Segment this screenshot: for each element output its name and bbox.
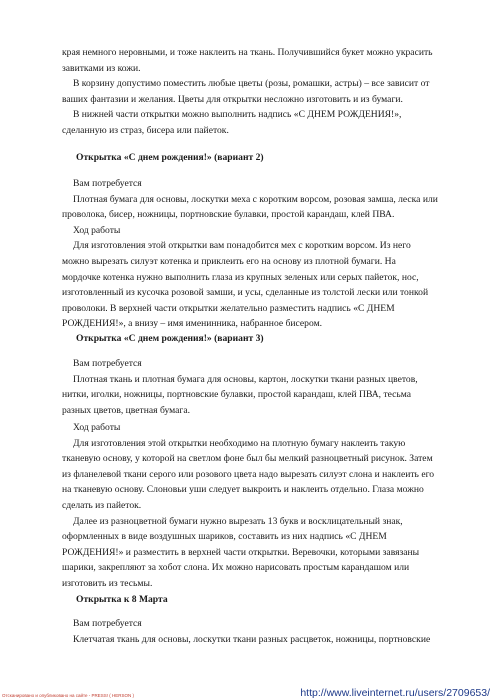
text-line: РОЖДЕНИЯ!», а внизу – имя именинника, набранное бисером. [62,318,323,330]
text-line: можно вырезать силуэт котенка и приклеить его на основу из плотной бумаги. На [62,255,396,267]
text-line: Вам потребуется [73,178,142,189]
text-line: изготовленный из кусочка розовой замши, и усы, сделанные из толстой лески или тонкой [62,287,429,299]
text-line: сделать из пайеток. [62,499,142,511]
section-body-variant-2 [62,176,442,332]
section-body-variant-3-steps [62,420,442,592]
text-line: разных цветов, цветная бумага. [62,404,190,416]
text-line: В корзину допустимо поместить любые цветы (розы, ромашки, астры) – все зависит от [73,78,430,90]
text-line: оформленных в виде воздушных шариков, составить из них надпись «С ДНЕМ [62,531,387,543]
text-line: проволоки. В верхней части открытки желательно разместить надпись «С ДНЕМ [62,302,395,314]
text-line: завитками из кожи. [62,62,141,74]
text-line: Плотная ткань и плотная бумага для основы, картон, лоскутки ткани разных цветов, [73,373,418,385]
text-line: Ход работы [73,224,121,236]
section-title-variant-3: Открытка «С днем рождения!» (вариант 3) [76,333,264,344]
section-body-march-8 [62,616,442,647]
text-line: Клетчатая ткань для основы, лоскутки ткани разных расцветок, ножницы, портновские [73,633,431,645]
text-line: шарики, закрепляют за хобот слона. Их можно нарисовать простым карандашом или [62,562,410,574]
text-line: Ход работы [73,422,121,433]
text-line: проволока, бисер, ножницы, портновские булавки, простой карандаш, клей ПВА. [62,209,395,221]
text-line: Далее из разноцветной бумаги нужно вырезать 13 букв и восклицательный знак, [73,515,403,527]
text-line: ваших фантазии и желания. Цветы для открытки несложно изготовить и из бумаги. [62,93,403,105]
scan-credit: Отсканировано и опубликовано на сайте - PRESS! ( HERSON ) [2,693,135,698]
intro-paragraph [62,45,442,139]
text-line: Вам потребуется [73,358,142,369]
section-title-march-8: Открытка к 8 Марта [76,594,168,605]
section-body-variant-3-materials [62,356,442,418]
text-line: РОЖДЕНИЯ!» и разместить в верхней части открытки. Веревочки, которыми завязаны [62,546,420,558]
text-line: сделанную из страз, бисера или пайеток. [62,124,229,136]
text-line: из фланелевой ткани серого или розового цвета надо вырезать силуэт слона и наклеить его [62,468,435,480]
text-line: нитки, иголки, ножницы, портновские булавки, простой карандаш, клей ПВА, тесьма [62,389,412,401]
source-url-link[interactable]: http://www.liveinternet.ru/users/2709653/ [300,687,490,699]
section-title-variant-2: Открытка «С днем рождения!» (вариант 2) [76,152,264,163]
text-line: Вам потребуется [73,618,142,629]
text-line: Для изготовления этой открытки вам понадобится мех с коротким ворсом. Из него [73,240,411,252]
text-line: Плотная бумага для основы, лоскутки меха с коротким ворсом, розовая замша, леска или [73,193,438,205]
text-line: В нижней части открытки можно выполнить надпись «С ДНЕМ РОЖДЕНИЯ!», [73,109,402,121]
text-line: края немного неровными, и тоже наклеить на ткань. Получившийся букет можно украсить [62,47,433,58]
text-line: изготовить из тесьмы. [62,577,153,589]
text-line: Для изготовления этой открытки необходимо на плотную бумагу наклеить такую [73,437,406,449]
text-line: на тканевую основу. Слоновьи уши следует выкроить и наклеить отдельно. Глаза можно [62,484,424,496]
text-line: тканевую основу, у которой на светлом фоне был бы мелкий разноцветный рисунок. Затем [62,453,433,465]
text-line: мордочке котенка нужно выполнить глаза из крупных зеленых или серых пайеток, нос, [62,271,419,283]
